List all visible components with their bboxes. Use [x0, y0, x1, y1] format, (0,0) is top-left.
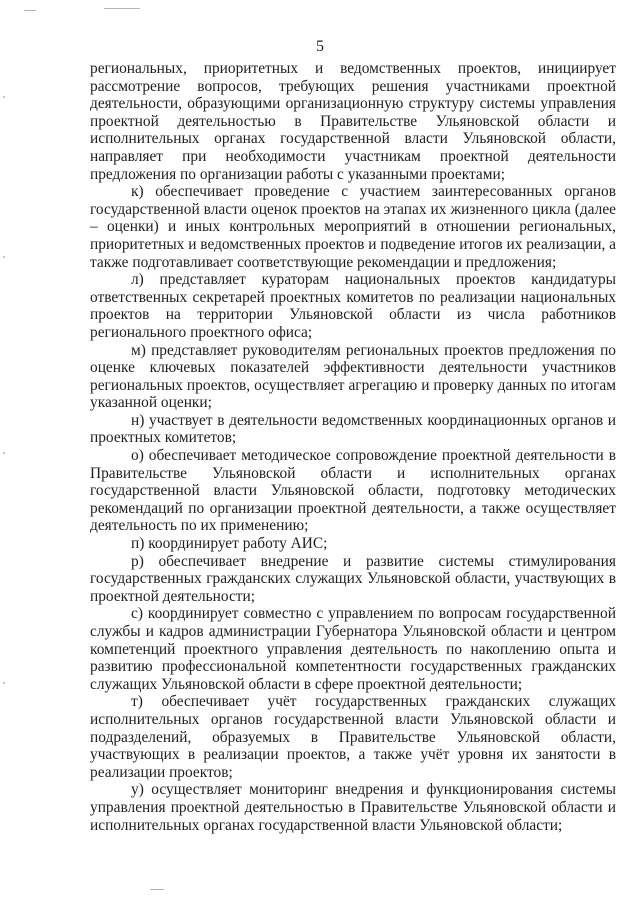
scan-artifact: [3, 256, 5, 258]
scan-artifact: [24, 10, 36, 11]
paragraph-continuation: региональных, приоритетных и ведомственных проектов, инициирует рассмотрение вопросов, требующих решения участниками проектной деятельности, образующими организационную структуру системы управления проектной деятельностью в Правительстве Ульяновской области и исполнительных органах государственной власти Ульяновской области, направляет при необходимости участникам проектной деятельности предложения по организации работы с указанными проектами;: [90, 60, 616, 183]
scan-artifact: [3, 96, 5, 98]
scan-artifact: [3, 452, 5, 454]
scan-artifact: [3, 682, 5, 684]
paragraph-item-r: р) обеспечивает внедрение и развитие системы стимулирования государственных гражданских служащих Ульяновской области, участвующих в проектной деятельности;: [90, 552, 616, 605]
paragraph-item-t: т) обеспечивает учёт государственных гражданских служащих исполнительных органов государственной власти Ульяновской области и подразделений, образуемых в Правительстве Ульяновской области, участвующих в реализации проектов, а также учёт уровня их занятости в реализации проектов;: [90, 693, 616, 781]
paragraph-item-k: к) обеспечивает проведение с участием заинтересованных органов государственной власти оценок проектов на этапах их жизненного цикла (далее – оценки) и иных контрольных мероприятий в отношении региональных, приоритетных и ведомственных проектов и подведение итогов их реализации, а также подготавливает соответствующие рекомендации и предложения;: [90, 183, 616, 271]
document-body: [90, 60, 616, 834]
paragraph-item-u: у) осуществляет мониторинг внедрения и функционирования системы управления проектной деятельностью в Правительстве Ульяновской области и исполнительных органах государственной власти Ульяновской области;: [90, 781, 616, 834]
paragraph-item-l: л) представляет кураторам национальных проектов кандидатуры ответственных секретарей проектных комитетов по реализации национальных проектов на территории Ульяновской области из числа работников регионального проектного офиса;: [90, 271, 616, 341]
paragraph-item-s: с) координирует совместно с управлением по вопросам государственной службы и кадров администрации Губернатора Ульяновской области и центром компетенций проектного управления деятельность по накоплению опыта и развитию профессиональной компетентности государственных гражданских служащих Ульяновской области в сфере проектной деятельности;: [90, 605, 616, 693]
page-number: 5: [316, 38, 324, 55]
paragraph-item-p: п) координирует работу АИС;: [131, 535, 328, 553]
paragraph-item-n: н) участвует в деятельности ведомственных координационных органов и проектных комитетов;: [90, 411, 616, 447]
scan-artifact: [150, 889, 164, 890]
paragraph-item-m: м) представляет руководителям региональных проектов предложения по оценке ключевых показателей эффективности деятельности участников региональных проектов, осуществляет агрегацию и проверку данных по итогам указанной оценки;: [90, 341, 616, 412]
paragraph-item-o: о) обеспечивает методическое сопровождение проектной деятельности в Правительстве Ульяновской области и исполнительных органах государственной власти Ульяновской области, подготовку методических рекомендаций по организации проектной деятельности, а также осуществляет деятельность по их применению;: [90, 447, 616, 535]
scan-artifact: [104, 8, 140, 9]
